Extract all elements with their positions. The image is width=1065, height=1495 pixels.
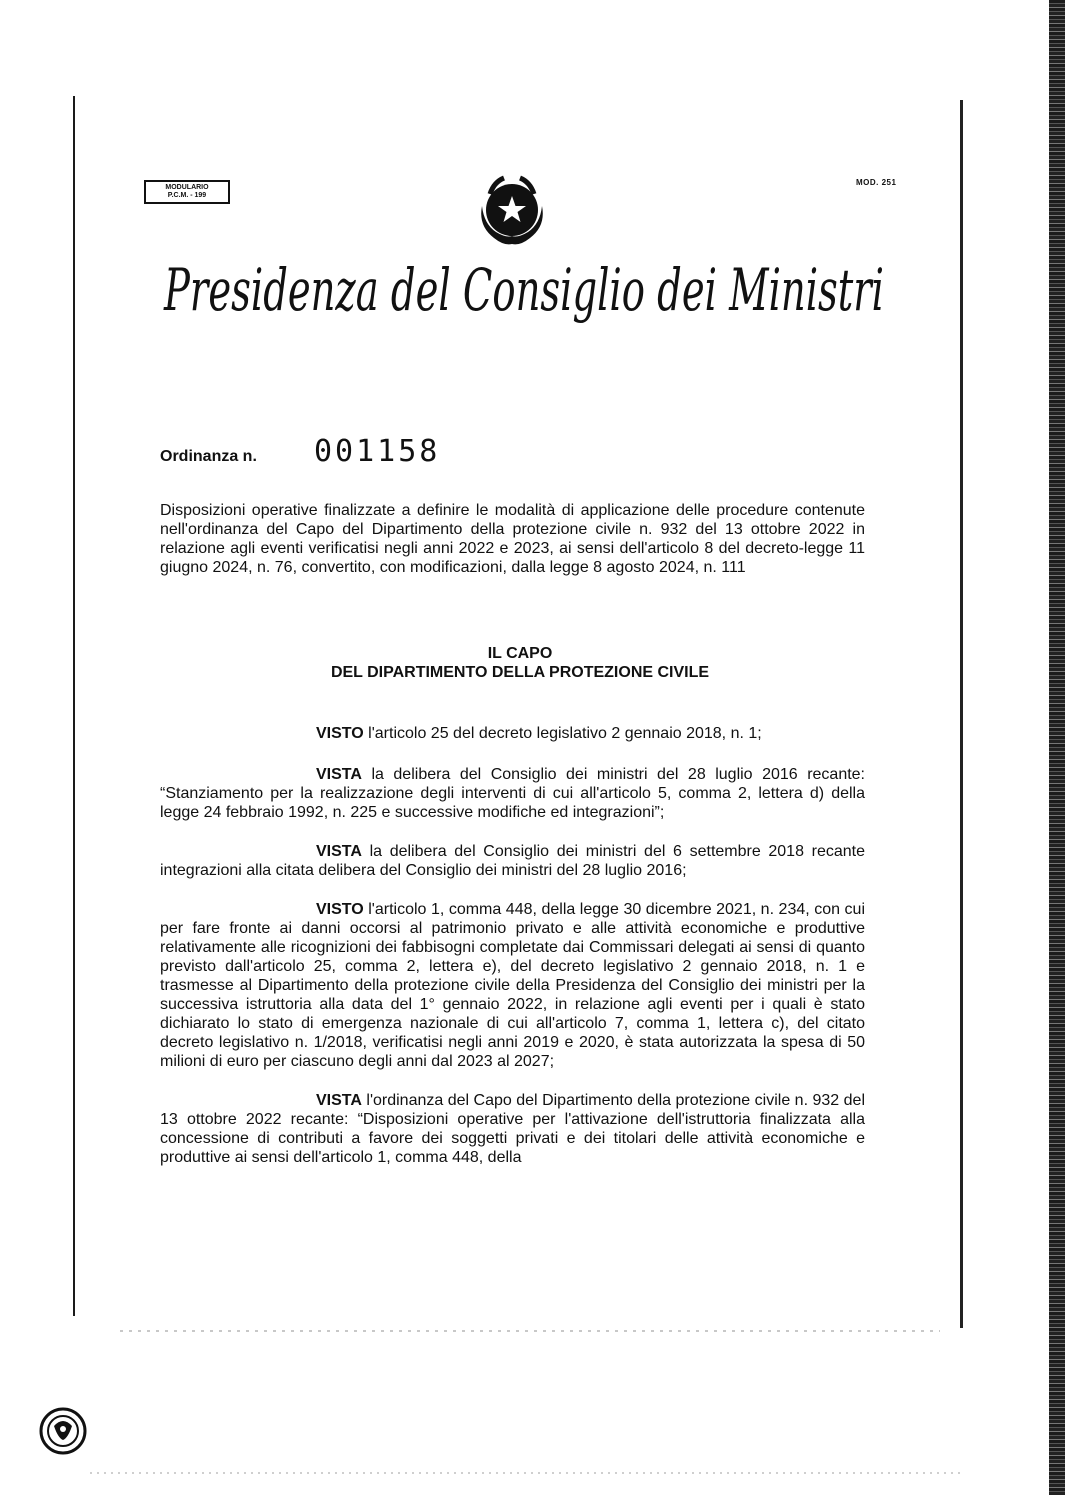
paragraph-keyword: VISTA <box>316 843 362 860</box>
italian-emblem-icon <box>470 168 554 252</box>
form-stamp <box>144 180 230 204</box>
document-heading <box>160 644 880 682</box>
subject-text: Disposizioni operative finalizzate a definire le modalità di applicazione delle procedure contenute nell'ordinanza del Capo del Dipartimento della protezione civile n. 932 del 13 ottobre 2022 in relazione agli eventi verificatisi negli anni 2022 e 2023, ai sensi dell'articolo 8 del decreto-legge 11 giugno 2024, n. 76, convertito, con modificazioni, dalla legge 8 agosto 2024, n. 111 <box>160 502 865 576</box>
paragraph <box>160 842 865 880</box>
paragraph-keyword: VISTA <box>316 1092 362 1109</box>
paragraph <box>160 1091 865 1167</box>
left-margin-rule <box>73 96 75 1316</box>
model-code: MOD. 251 <box>856 178 897 187</box>
document-body <box>160 724 865 1167</box>
right-margin-rule <box>960 100 963 1328</box>
paragraph-text: l'articolo 25 del decreto legislativo 2 gennaio 2018, n. 1; <box>363 725 762 742</box>
paragraph-keyword: VISTO <box>316 725 364 742</box>
heading-line2: DEL DIPARTIMENTO DELLA PROTEZIONE CIVILE <box>330 664 710 681</box>
paragraph-text: l'articolo 1, comma 448, della legge 30 dicembre 2021, n. 234, con cui per fare fronte ai danni occorsi al patrimonio privato e alle attività economiche e produttive relativamente alle ricognizioni dei fabbisogni completate dai Commissari delegati ai sensi di quanto previsto dall'articolo 25, comma 2, lettera e), del decreto legislativo 2 gennaio 2018, n. 1 e trasmesse al Dipartimento della protezione civile della Presidenza del Consiglio dei ministri per la successiva istruttoria alla data del 1° gennaio 2022, in relazione agli eventi per i quali è stato dichiarato lo stato di emergenza nazionale di cui all'articolo 7, comma 1, lettera c), del citato decreto legislativo n. 1/2018, verificatisi negli anni 2019 e 2020, è stata autorizzata la spesa di 50 milioni di euro per ciascuno degli anni dal 2023 al 2027; <box>160 901 865 1070</box>
heading-line1: IL CAPO <box>487 645 553 662</box>
scan-noise-line-bottom <box>90 1472 960 1474</box>
paragraph <box>160 765 865 822</box>
paragraph-keyword: VISTA <box>316 766 362 783</box>
paragraph <box>160 900 865 1071</box>
paragraph-text: la delibera del Consiglio dei ministri del 6 settembre 2018 recante integrazioni alla citata delibera del Consiglio dei ministri del 28 luglio 2016; <box>160 843 865 879</box>
footer-seal-icon <box>38 1406 88 1456</box>
ordinance-label: Ordinanza n. <box>160 448 257 465</box>
paragraph-text: la delibera del Consiglio dei ministri del 28 luglio 2016 recante: “Stanziamento per la realizzazione degli interventi di cui all'articolo 5, comma 2, lettera d) della legge 24 febbraio 1992, n. 225 e successive modifiche ed integrazioni”; <box>160 766 865 821</box>
ordinance-number: 001158 <box>314 434 441 469</box>
institution-script-header <box>160 248 900 338</box>
institution-name: Presidenza del Consiglio dei Ministri <box>163 256 884 324</box>
scan-edge-shadow <box>1049 0 1065 1495</box>
form-stamp-line2: P.C.M. - 199 <box>167 192 207 199</box>
paragraph-keyword: VISTO <box>316 901 364 918</box>
form-stamp-line1: MODULARIO <box>165 184 209 191</box>
ordinance-subject <box>160 501 865 577</box>
paragraph <box>160 724 865 743</box>
scan-noise-line <box>120 1330 940 1332</box>
paragraph-text: l'ordinanza del Capo del Dipartimento della protezione civile n. 932 del 13 ottobre 2022 recante: “Disposizioni operative per l'attivazione dell'istruttoria finalizzata alla concessione di contributi a favore dei soggetti privati e dei titolari delle attività economiche e produttive ai sensi dell'articolo 1, comma 448, della <box>160 1092 865 1166</box>
